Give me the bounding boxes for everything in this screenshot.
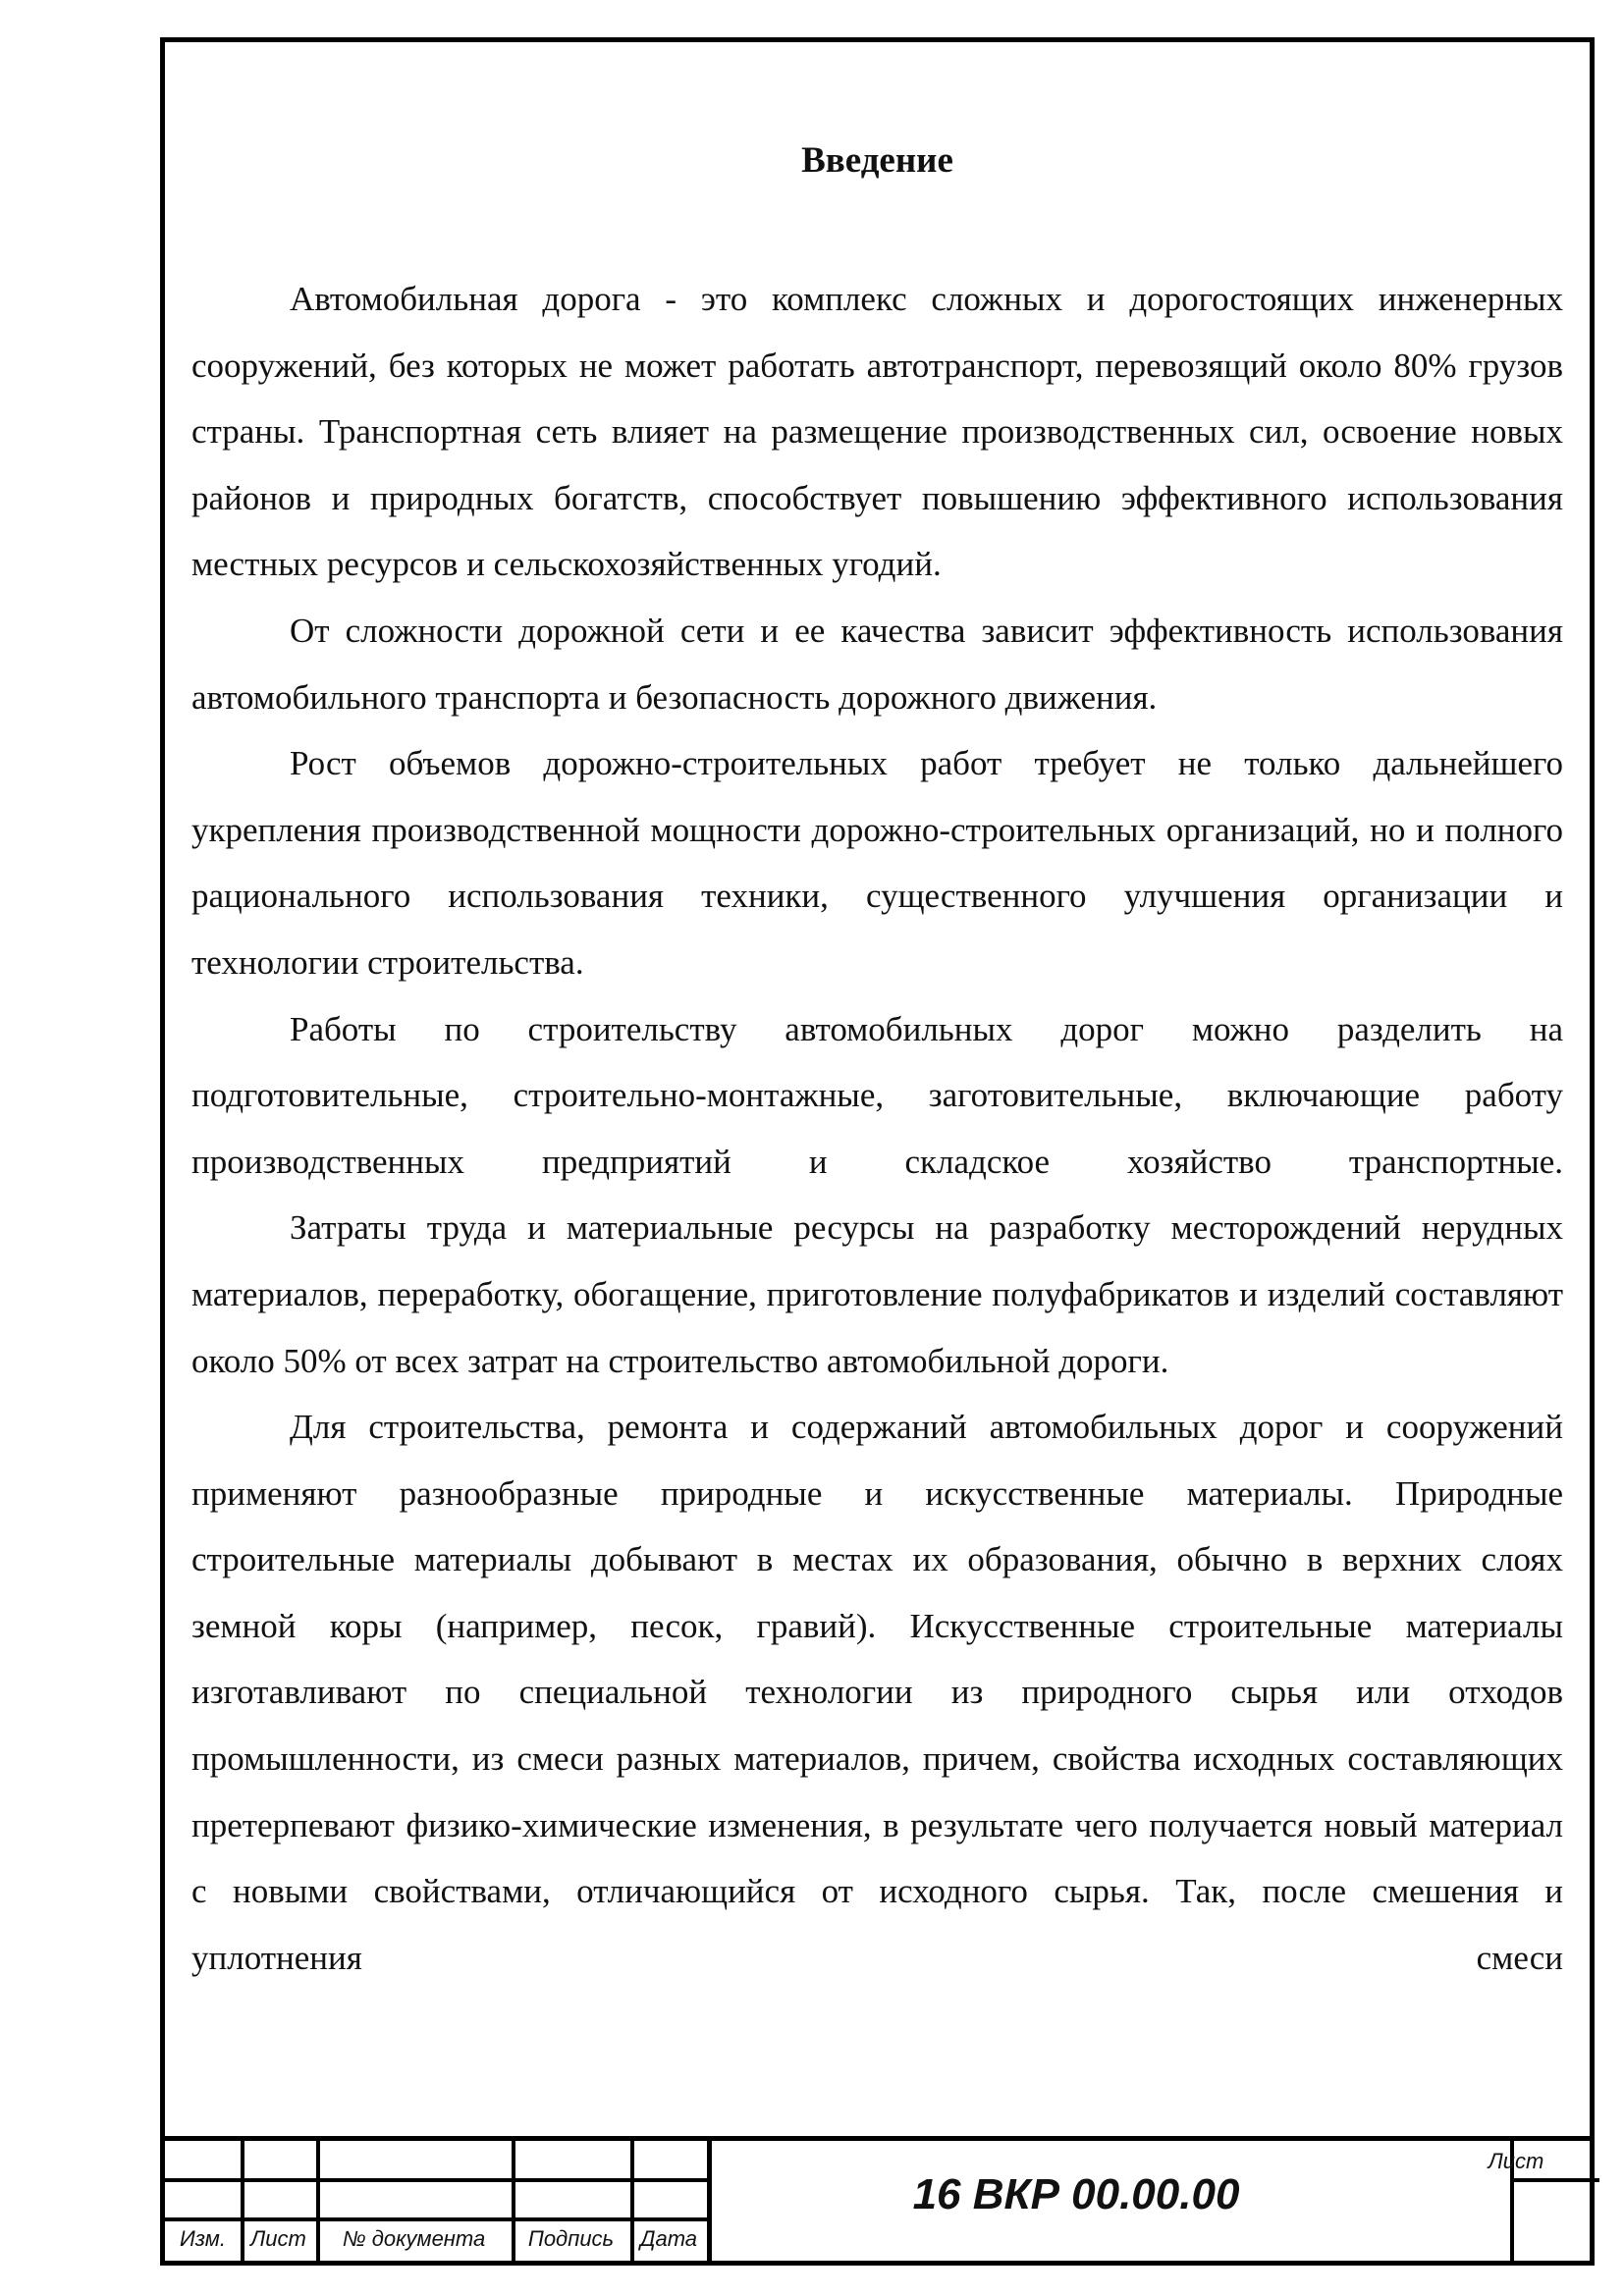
- body-text: [191, 266, 1563, 1991]
- paragraph: Работы по строительству автомобильных дорог можно разделить на подготовительные, строительно-монтажные, заготовительные, включающие работу производственных предприятий и складское хозяйство транспортные.: [191, 1009, 1563, 1181]
- column-signature-label: Подпись: [527, 2226, 615, 2251]
- column-document-number-label: № документа: [342, 2226, 486, 2251]
- paragraph: Для строительства, ремонта и содержаний автомобильных дорог и сооружений применяют разнообразные природные и искусственные материалы. Природные строительные материалы добывают в местах их образования, обычно в верхних слоях земной коры (например, песок, гравий). Искусственные строительные материалы изготавливают по специальной технологии из природного сырья или отходов промышленности, из смеси разных материалов, причем, свойства исходных составляющих претерпевают физико-химические изменения, в результате чего получается новый материал с новыми свойствами, отличающийся от исходного сырья. Так, после смешения и уплотнения смеси: [191, 1408, 1563, 1977]
- page-frame: [160, 37, 1595, 2266]
- page-title: Введение: [801, 140, 953, 181]
- document-code: 16 ВКР 00.00.00: [912, 2170, 1240, 2218]
- column-sheet-label: Лист: [250, 2226, 306, 2251]
- title-block-row-line: [1510, 2178, 1599, 2182]
- title-block: [165, 2136, 1590, 2261]
- paragraph: Автомобильная дорога - это комплекс сложных и дорогостоящих инженерных сооружений, без которых не может работать автотранспорт, перевозящий около 80% грузов страны. Транспортная сеть влияет на размещение производственных сил, освоение новых районов и природных богатств, способствует повышению эффективного использования местных ресурсов и сельскохозяйственных угодий.: [191, 280, 1563, 584]
- paragraph: Рост объемов дорожно-строительных работ требует не только дальнейшего укрепления производственной мощности дорожно-строительных организаций, но и полного рационального использования техники, существенного улучшения организации и технологии строительства.: [191, 744, 1563, 982]
- title-block-row-line: [165, 2178, 707, 2182]
- column-date-label: Дата: [639, 2226, 698, 2251]
- paragraph: Затраты труда и материальные ресурсы на разработку месторождений нерудных материалов, переработку, обогащение, приготовление полуфабрикатов и изделий составляют около 50% от всех затрат на строительство автомобильной дороги.: [191, 1208, 1563, 1380]
- sheet-label: Лист: [1488, 2149, 1544, 2173]
- column-izm-label: Изм.: [180, 2226, 226, 2251]
- paragraph: От сложности дорожной сети и ее качества зависит эффективность использования автомобильного транспорта и безопасность дорожного движения.: [191, 611, 1563, 717]
